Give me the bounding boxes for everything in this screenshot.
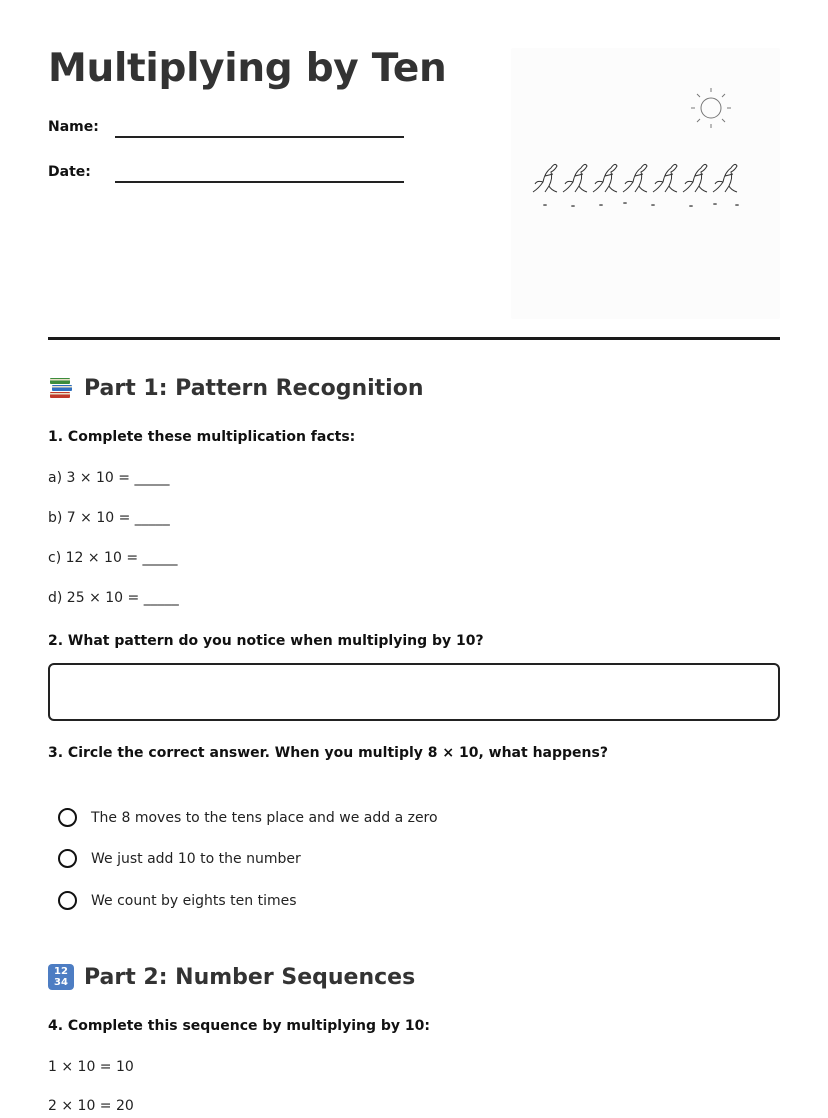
worksheet-title: Multiplying by Ten — [48, 46, 447, 91]
radio-circle-icon[interactable] — [58, 891, 77, 910]
question-3-option-1[interactable] — [58, 808, 438, 827]
section-divider — [48, 337, 780, 340]
kangaroo-icon — [623, 164, 647, 192]
ground-marks — [543, 202, 739, 207]
option-label: We just add 10 to the number — [91, 850, 301, 867]
part2-heading — [48, 964, 415, 990]
radio-circle-icon[interactable] — [58, 849, 77, 868]
sun-icon — [691, 88, 731, 128]
name-label: Name: — [48, 119, 99, 135]
date-field — [48, 162, 408, 186]
question-3-option-2[interactable] — [58, 849, 301, 868]
kangaroo-icon — [653, 164, 677, 192]
kangaroo-icon — [563, 164, 587, 192]
question-2-prompt: 2. What pattern do you notice when multiplying by 10? — [48, 633, 484, 649]
option-label: The 8 moves to the tens place and we add a zero — [91, 809, 438, 826]
question-1-item-c: c) 12 × 10 = _____ — [48, 550, 178, 566]
name-line[interactable] — [115, 136, 404, 138]
kangaroo-icon — [713, 164, 737, 192]
numbers-icon — [48, 964, 74, 990]
books-icon — [48, 375, 74, 401]
numbers-icon-bottom: 34 — [54, 977, 68, 988]
kangaroos-illustration — [511, 48, 780, 319]
part2-heading-text: Part 2: Number Sequences — [84, 964, 416, 990]
question-1-item-a: a) 3 × 10 = _____ — [48, 470, 170, 486]
date-label: Date: — [48, 164, 91, 180]
question-3-option-3[interactable] — [58, 891, 297, 910]
radio-circle-icon[interactable] — [58, 808, 77, 827]
kangaroo-icon — [683, 164, 707, 192]
question-1-prompt: 1. Complete these multiplication facts: — [48, 429, 356, 445]
option-label: We count by eights ten times — [91, 892, 297, 909]
kangaroo-icon — [593, 164, 617, 192]
numbers-icon-top: 12 — [54, 966, 68, 977]
date-line[interactable] — [115, 181, 404, 183]
kangaroo-row — [533, 164, 737, 192]
part1-heading — [48, 375, 423, 401]
kangaroos-illustration-svg — [511, 48, 780, 319]
name-field — [48, 117, 408, 141]
question-4-prompt: 4. Complete this sequence by multiplying by 10: — [48, 1018, 430, 1034]
question-1-item-b: b) 7 × 10 = _____ — [48, 510, 170, 526]
question-3-prompt: 3. Circle the correct answer. When you multiply 8 × 10, what happens? — [48, 745, 608, 761]
question-4-item-2: 2 × 10 = 20 — [48, 1098, 134, 1114]
kangaroo-icon — [533, 164, 557, 192]
question-2-answer-box[interactable] — [48, 663, 780, 721]
question-4-item-1: 1 × 10 = 10 — [48, 1059, 134, 1075]
question-1-item-d: d) 25 × 10 = _____ — [48, 590, 179, 606]
part1-heading-text: Part 1: Pattern Recognition — [84, 375, 424, 401]
